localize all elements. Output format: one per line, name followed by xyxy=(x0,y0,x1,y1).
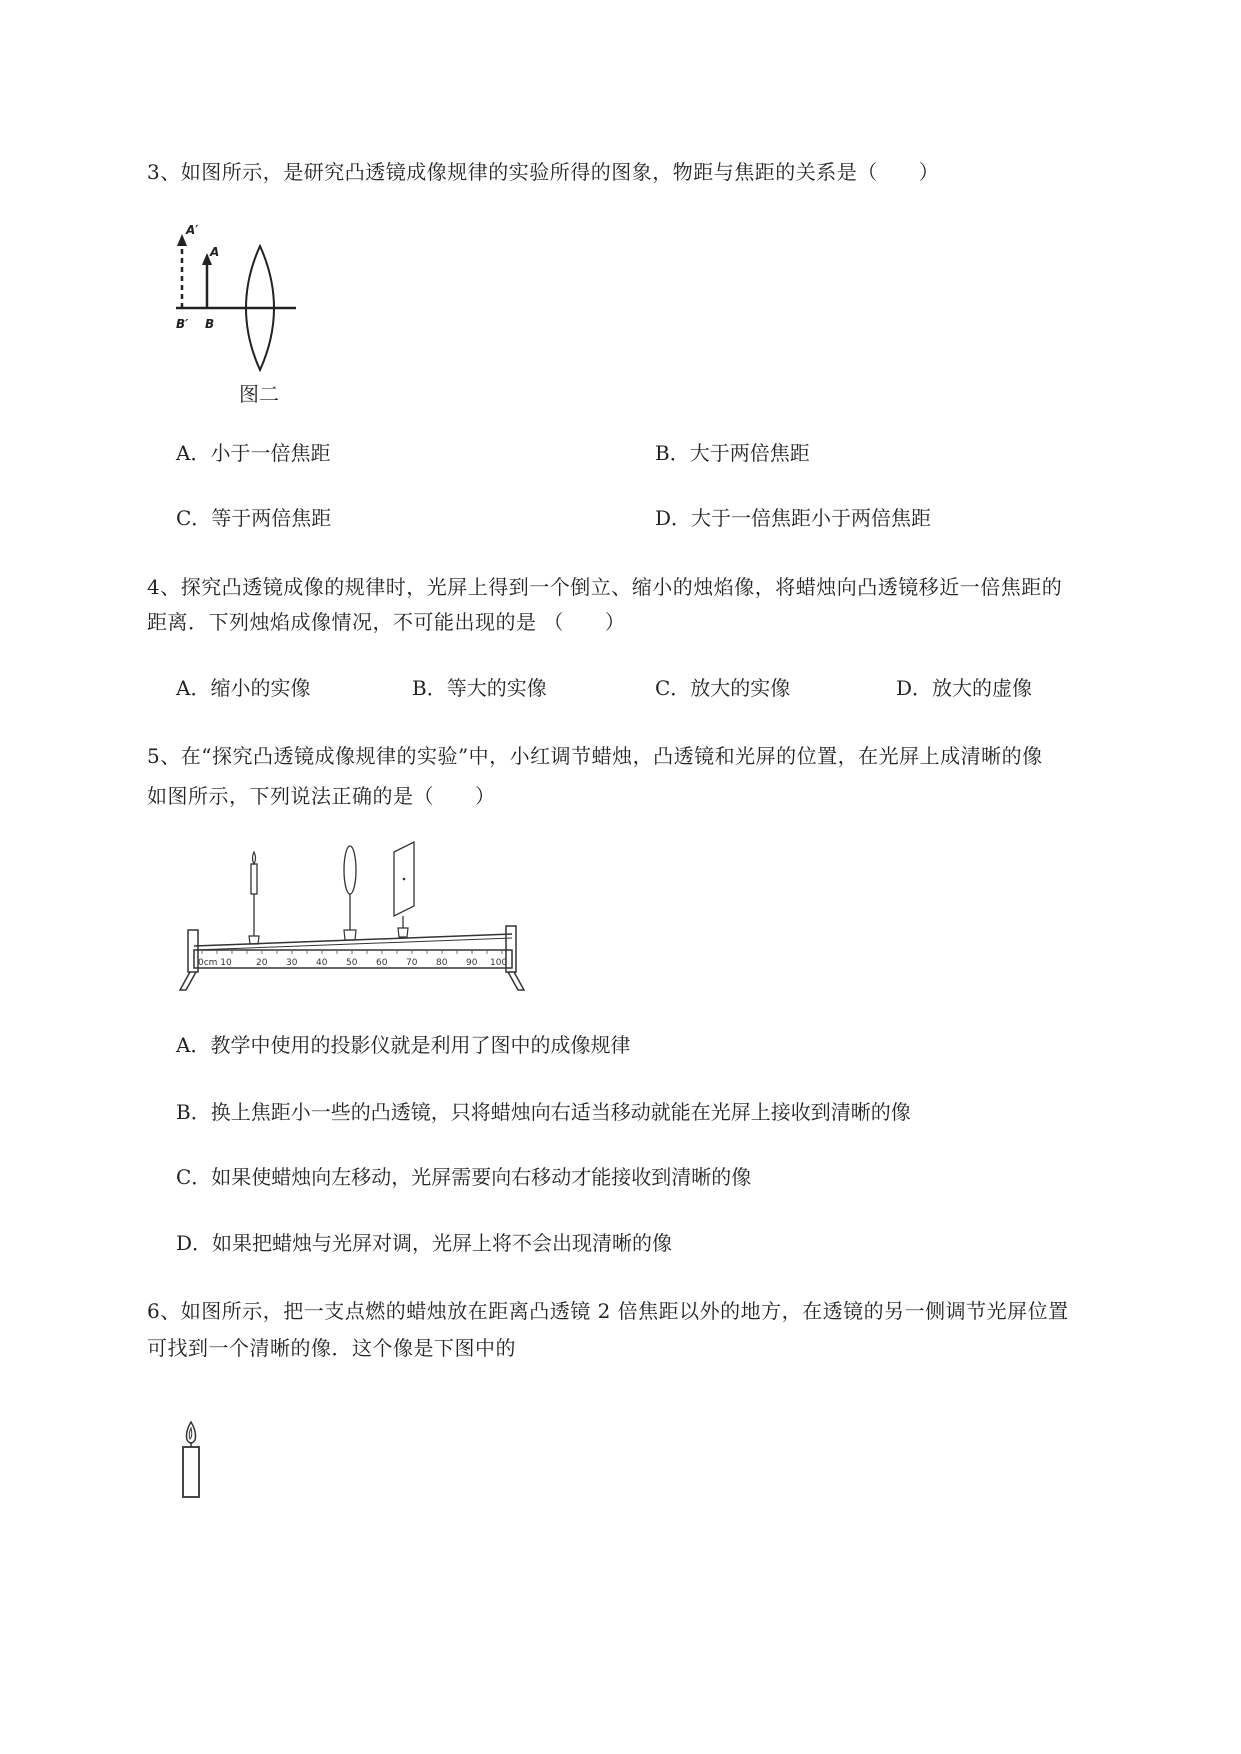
q6-candle-figure xyxy=(176,1420,206,1500)
q3-option-d: D．大于一倍焦距小于两倍焦距 xyxy=(655,506,932,530)
q3-stem: 3、如图所示，是研究凸透镜成像规律的实验所得的图象，物距与焦距的关系是（ ） xyxy=(147,160,940,184)
lens-on-bench xyxy=(344,846,356,940)
q3-option-a: A．小于一倍焦距 xyxy=(176,441,331,465)
label-b-prime: B′ xyxy=(176,317,189,331)
label-b: B xyxy=(205,317,215,331)
q4-stem-line1: 4、探究凸透镜成像的规律时，光屏上得到一个倒立、缩小的烛焰像，将蜡烛向凸透镜移近一倍焦距的 xyxy=(147,575,1063,599)
q5-option-b: B．换上焦距小一些的凸透镜，只将蜡烛向右适当移动就能在光屏上接收到清晰的像 xyxy=(176,1100,911,1124)
ruler-tick-50: 50 xyxy=(346,958,358,968)
ruler-tick-100: 100 xyxy=(490,958,508,968)
q3-figure-caption: 图二 xyxy=(239,382,279,406)
ruler-tick-40: 40 xyxy=(316,958,328,968)
q4-stem-line2: 距离．下列烛焰成像情况，不可能出现的是 （ ） xyxy=(147,610,626,634)
q3-option-b: B．大于两倍焦距 xyxy=(655,441,810,465)
q5-optical-bench-figure xyxy=(172,838,552,998)
q5-option-a: A．教学中使用的投影仪就是利用了图中的成像规律 xyxy=(176,1033,631,1057)
ruler-tick-90: 90 xyxy=(466,958,478,968)
ruler-tick-30: 30 xyxy=(286,958,298,968)
q5-stem-line2: 如图所示，下列说法正确的是（ ） xyxy=(147,784,496,808)
q5-stem-line1: 5、在“探究凸透镜成像规律的实验”中，小红调节蜡烛，凸透镜和光屏的位置，在光屏上成清晰的像 xyxy=(147,744,1043,768)
q3-option-c: C．等于两倍焦距 xyxy=(176,506,332,530)
q3-lens-figure xyxy=(170,222,300,372)
ruler-tick-60: 60 xyxy=(376,958,388,968)
q4-option-d: D．放大的虚像 xyxy=(896,676,1033,700)
screen-on-bench xyxy=(394,842,414,937)
label-a-prime: A′ xyxy=(186,223,199,237)
q6-stem-line1: 6、如图所示，把一支点燃的蜡烛放在距离凸透镜 2 倍焦距以外的地方，在透镜的另一侧调节光屏位置 xyxy=(147,1299,1069,1323)
label-a: A xyxy=(210,245,220,259)
ruler-tick-70: 70 xyxy=(406,958,418,968)
q4-option-b: B．等大的实像 xyxy=(412,676,547,700)
q4-option-a: A．缩小的实像 xyxy=(176,676,311,700)
ruler-tick-20: 20 xyxy=(256,958,268,968)
candle-on-bench xyxy=(249,852,259,944)
q5-option-d: D．如果把蜡烛与光屏对调，光屏上将不会出现清晰的像 xyxy=(176,1231,673,1255)
ruler-tick-0: 0cm 10 xyxy=(198,958,232,968)
q4-option-c: C．放大的实像 xyxy=(655,676,791,700)
q6-stem-line2: 可找到一个清晰的像．这个像是下图中的 xyxy=(147,1336,516,1360)
ruler-tick-80: 80 xyxy=(436,958,448,968)
q5-option-c: C．如果使蜡烛向左移动，光屏需要向右移动才能接收到清晰的像 xyxy=(176,1165,752,1189)
